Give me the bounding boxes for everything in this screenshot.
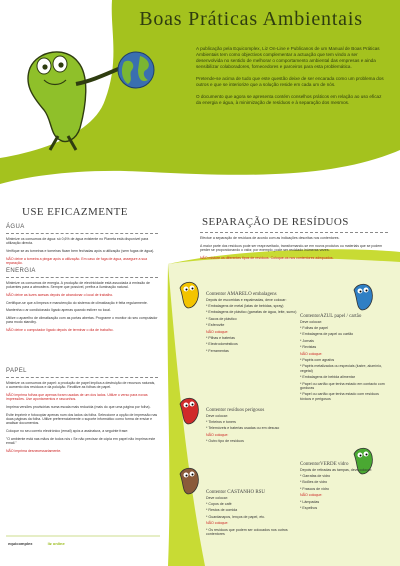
agua-paragraph: Verifique se as torneiras e tomeiras ficam bem fechadas após a utilização (sem fugas de água).	[6, 249, 155, 253]
perigosos-no-item: * Outro tipo de resíduos	[206, 439, 244, 444]
amarelo-no-item: * Ferramentas	[206, 348, 229, 353]
castanho-no-label: NÃO coloque:	[206, 521, 229, 526]
azul-no-item: * Papéis metalizados ou especiais (lustre, alumínio, vegetal)	[300, 364, 383, 373]
papel-warning: NÃO imprima desnecessariamente.	[6, 448, 62, 453]
energia-paragraph: Utilize o aparelho de climatização com as portas abertas. Programe o monitor do seu computador para modo standby.	[6, 315, 158, 325]
amarelo-item: * Esferovite	[206, 323, 225, 328]
azul-intro: Deve colocar:	[300, 319, 322, 324]
verde-no-item: * Lâmpadas	[300, 499, 320, 504]
page-title: Boas Práticas Ambientais	[139, 8, 363, 30]
verde-label: ContentorVERDE vidro	[300, 462, 349, 467]
separacao-warning: NÃO misture os diferentes tipos de resíduos. Coloque-os nos contentores adequados.	[200, 255, 334, 260]
perigosos-item: * Tinteiros e toners	[206, 420, 236, 424]
verde-item: * Frascos de vidro	[300, 486, 329, 491]
energia-warning: NÃO deixe o computador ligado depois de terminar o dia de trabalho.	[6, 327, 114, 332]
amarelo-intro: Depois de escorridas e espalmadas, deve colocar:	[206, 297, 287, 302]
verde-no-label: NÃO coloque:	[300, 493, 323, 498]
footer-logos	[8, 541, 65, 546]
papel-paragraph: "O ambiente está nas mãos de todos nós • Se não precisar de cópia em papel não imprima este email."	[6, 436, 156, 445]
azul-item: * Revistas	[300, 345, 317, 350]
papel-paragraph: Coloque no seu correio electrónico (email) após a assinatura, a seguinte frase:	[6, 429, 129, 433]
verde-item: * Boiões de vidro	[300, 480, 328, 485]
section-rule	[6, 277, 158, 278]
perigosos-label: Contentor resíduos perigosos	[206, 408, 265, 413]
agua-warning: NÃO deixe a torneira a pingar após a utilização. Em caso de fuga de água, assegure a sua reparação.	[6, 256, 148, 265]
azul-no-label: NÃO coloque:	[300, 351, 323, 356]
amarelo-container-box	[206, 292, 298, 355]
amarelo-item: * Embalagens de metal (latas de bebidas, spray)	[206, 304, 284, 308]
mascot-with-globe-illustration	[10, 40, 160, 155]
agua-section	[6, 237, 158, 269]
castanho-no-item: * Os resíduos que podem ser colocados nos outros contentores	[206, 527, 288, 537]
perigosos-no-label: NÃO coloque:	[206, 432, 229, 437]
intro-text	[196, 46, 384, 112]
amarelo-no-item: * Pilhas e baterias	[206, 336, 235, 341]
liz-online-logo: liz online	[47, 541, 65, 546]
equicomplex-logo: equicomplex	[8, 541, 33, 546]
energia-warning: NÃO deixe as luzes acesas depois de abandonar o local de trabalho.	[6, 293, 114, 297]
castanho-item: * Restos de comida	[206, 508, 238, 513]
papel-heading: PAPEL	[6, 368, 27, 374]
azul-no-item: * Papel ou cartão que tenha estado com resíduos tóxicos e perigosos	[300, 392, 379, 401]
energia-heading: ENERGIA	[6, 268, 36, 274]
section-rule	[6, 377, 158, 378]
section-rule	[200, 232, 388, 233]
perigosos-intro: Deve colocar:	[206, 413, 228, 418]
perigosos-item: * Telemóveis e baterias usadas ou em desuso	[206, 426, 280, 431]
papel-paragraph: Evite imprimir e fotocopiar apenas num dos lados da folha. Seleccione a opção de impressão nas duas páginas da folha. Utilize preferencialmente o suporte informático como forma de enviar e analisar documentos.	[6, 412, 158, 426]
separacao-heading: SEPARAÇÃO DE RESÍDUOS	[202, 216, 349, 228]
energia-paragraph: Minimize os consumos de energia. A produção de electricidade está associada à emissão de poluentes para a atmosfera. Sempre que possível, prefira a iluminação natural.	[6, 281, 150, 290]
azul-no-item: * Papel ou cartão que tenha estado em contacto com gorduras	[300, 381, 385, 391]
section-rule	[6, 233, 158, 234]
papel-warning: NÃO imprima folhas que apenas foram usadas de um dos lados. Utilize o verso para novas impressões. Use apontamentos e rascunhos.	[6, 393, 148, 402]
amarelo-item: * Sacos de plástico	[206, 316, 237, 321]
intro-paragraph: A publicação pela Equicomplex, Liz On-Line e Publicanos de um Manual de Boas Práticas Ambientais tem como objectivos complementar a actuação que tem vindo a ser desenvolvida no sentido de melhorar o comportamento ambiental das empresas e ainda sensibilizar colaboradores, fornecedores e parceiros para esta problemática.	[196, 46, 380, 69]
amarelo-label: Contentor AMARELO embalagens	[206, 292, 277, 297]
azul-label: ContentorAZUL papel / cartão	[300, 314, 362, 319]
brown-monster-icon	[176, 466, 202, 496]
intro-paragraph: Pretende-se acima de tudo que este questão deixe de ser encarada como um problema dos outros e que se interiorize que a solução reside em cada um de nós.	[196, 76, 384, 87]
verde-intro: Depois de retiradas as tampas, deve colocar:	[300, 467, 373, 472]
verde-container-box	[300, 462, 390, 512]
energia-paragraph: Mantenha o ar condicionado ligado apenas quando estiver no local.	[6, 308, 111, 313]
separacao-paragraph: Efectue a separação de resíduos de acordo com as indicações descritas nos contentores.	[200, 236, 340, 240]
amarelo-no-label: NÃO coloque:	[206, 329, 229, 334]
azul-item: * Jornais	[300, 338, 314, 343]
castanho-container-box	[206, 490, 296, 538]
agua-paragraph: Minimize os consumos de água: só 0,6% de água existente no Planeta está disponível para utilização directa.	[6, 237, 149, 246]
energia-section	[6, 281, 158, 335]
azul-no-item: * Papéis com agrafos	[300, 358, 335, 363]
yellow-monster-icon	[176, 280, 202, 310]
use-eficazmente-heading: USE EFICAZMENTE	[22, 206, 128, 218]
castanho-item: * Guardanapos, lenços de papel, etc.	[206, 514, 266, 519]
red-monster-icon	[176, 396, 202, 426]
papel-paragraph: Imprima versões provisórias numa escala mais reduzida (mais do que uma página por folha).	[6, 405, 151, 409]
azul-no-item: * Embalagens de bebida alimentar	[300, 375, 355, 380]
intro-paragraph: O documento que agora se apresenta contém conselhos práticos em relação ao uso eficaz da energia e água, à minimização de resíduos e à separação dos mesmos.	[196, 94, 382, 105]
castanho-label: Contentor CASTANHO RSU	[206, 490, 266, 495]
papel-section	[6, 381, 158, 456]
blue-monster-icon	[350, 282, 376, 312]
amarelo-no-item: * Electrodomésticos	[206, 342, 238, 347]
verde-item: * Garrafas de vidro	[300, 474, 331, 478]
azul-item: * Folhas de papel	[300, 326, 328, 330]
energia-paragraph: Certifique-se que a limpeza e manutenção do sistema de climatização é feita regularmente.	[6, 300, 148, 305]
perigosos-container-box	[206, 408, 296, 446]
amarelo-item: * Embalagens de plástico (garrafas de água, leite, sumo)	[206, 310, 297, 315]
agua-heading: ÁGUA	[6, 224, 25, 230]
verde-no-item: * Espelhos	[300, 506, 318, 511]
castanho-intro: Deve colocar:	[206, 495, 228, 500]
azul-item: * Embalagens de papel ou cartão	[300, 332, 354, 337]
separacao-paragraph: A maior parte dos resíduos pode ser reaproveitado, transformando-se em novos produtos ou materiais que se podem perder se proporcionando o valor, por exemplo, pode ser reciclado inúmeras vezes.	[200, 243, 383, 252]
separacao-intro	[200, 236, 388, 263]
azul-container-box	[300, 314, 390, 403]
papel-paragraph: Minimize os consumos de papel: a produção de papel implica a destruição de recursos naturais, o aumento dos resíduos e da poluição. Reutilize as folhas de papel.	[6, 381, 156, 390]
castanho-item: * Copos de café	[206, 502, 232, 506]
